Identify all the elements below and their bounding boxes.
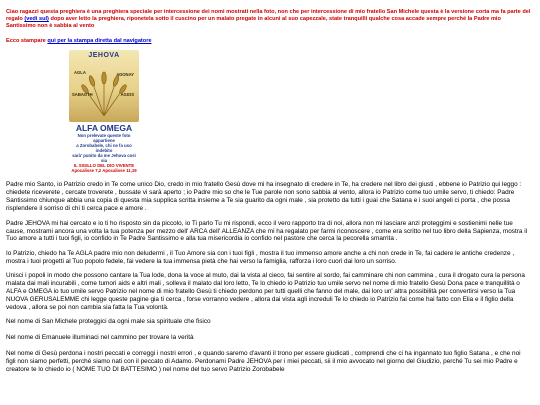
prayer-body: [6, 181, 528, 373]
intro-line-2-post: dopo aver letto la preghiera, riponetela sotto il cuscino per un malato pregate in alcuni al suo capezzale, state tranquilli qualche cosa accade sempre perché la Padre mio: [48, 15, 501, 22]
see-link[interactable]: (vedi sul): [24, 15, 49, 22]
prayer-paragraph-7: Nel nome di Gesù perdona i nostri peccati e correggi i nostri errori , e quando saremo d'avanti il trono per essere giudicati , comprendi che ci ha ingannato tuo figlio Satana , e che noi figli non siamo perfetti, perché siamo nati con il peccato di Adamo. Perdonami Padre JEHOVA per i miei peccati, sii il mio avvocato nel giorno del Giudizio, perché Tu sei mio Padre e creatore te lo chiedo io ( NOME TUO DI BATTESIMO ) nel nome del tuo servo Patrizio Zorobabele: [6, 349, 521, 373]
seal-caption: [69, 133, 139, 174]
adonay-word: ADONAY: [116, 71, 134, 77]
seal-artwork: [69, 50, 139, 122]
caption-line-3: sarà' punito da me Jehova così sia: [72, 153, 136, 164]
prayer-paragraph-6: Nel nome di Emanuele illuminaci nel cammino per trovare la verità: [6, 334, 194, 342]
prayer-paragraph-5: Nel nome di San Michele proteggici da ogni male sia spirituale che fisico: [6, 318, 211, 326]
print-line: [6, 38, 532, 44]
sabaoth-word: SABAOTH: [72, 91, 93, 97]
agla-word: AGLA: [74, 69, 86, 75]
print-direct-link[interactable]: qui per la stampa diretta dal navigatore: [47, 37, 152, 44]
intro-line-2-pre: regalo: [6, 15, 25, 22]
jehova-word: JEHOVA: [88, 51, 120, 59]
agios-word: AGIOS: [120, 91, 134, 97]
intro-line-1: Ciao ragazzi questa preghiera è una preghiera speciale per intercessione dei nomi mostrati nella foto, non che per intercessione di mio fratello San Michele questa è la versione corta ma fa parte del: [6, 9, 531, 15]
prayer-paragraph-4: Unisci i popoli in modo che possono cantare la Tua lode, dona la voce al muto, dai la vista al cieco, fai sentire al sordo, fai camminare chi non cammina , cura il drogato cura la persona malata dai mali incurabili , come tumori aids e altri mali , solleva il malato dal loro letto, Te lo chiedo io Patrizio tuo umile servo nel nome di mio fratello Gesù Dona pace e tranquillità o ALFA e OMEGA io tuo umile servo Patrizio nel nome di mio fratello Gesù ti chiedo perdono per tutti quelli che fanno del male, dai loro un' altra possibilità per convertirsi verso la Tua NUOVA GERUSALEMME chi legge queste pagine gia ti cerca , forse vorranno vedere , allora dai vista agli increduli Te lo chiedo io Patrizio fai come hai fatto con Elia e il figlio della vedova , allora se poi non cambia sia fatta la Tua volontà.: [6, 272, 525, 311]
seal-image: [69, 50, 139, 174]
caption-line-4: IL SIGILLO DEL DIO VIVENTE: [73, 163, 135, 169]
prayer-paragraph-3: Io Patrizio, chiedo ha Te AGLA padre mio non deludermi , il Tuo Amore sia con i tuoi figli , mostra il tuo immenso amore anche a chi non crede in Te, fai cadere le antiche credenze , mostra i tuoi progetti al Tuo popolo fedele, fai vedere la tua immensa pietà che hai verso la famiglia, rafforza i loro cuori dai loro un sorriso.: [6, 249, 515, 265]
prayer-paragraph-2: Padre JEHOVA mi hai cercato e io ti ho risposto sin da piccolo, io Ti parlo Tu mi rispondi, ecco il vero rapporto tra di noi, allora non mi lasciare anzi proteggimi e sostienimi nelle tue cause, mostrami ancora una volta la tua potenza per mezzo dell' ARCA dell' ALLEANZA che mi ha regalato per farmi riconoscere , come era scritto nel tuo libro della Sapienza, mostra il Tuo amore a tutti i tuoi figli, io confido in Te Padre Santissimo e alla tua misericordia io confido nel pastore che cerca la pecorella smarrita .: [6, 219, 528, 243]
print-prefix: Ecco stampare: [6, 37, 48, 44]
alfa-omega-word: ALFA OMEGA: [75, 122, 133, 133]
intro-notice: [6, 9, 532, 30]
caption-line-2: a Zorobabele, chi ne fa uso indebito: [76, 142, 132, 153]
intro-line-3: Santissimo non è sabbia al vento: [6, 22, 95, 29]
caption-line-5: Apocalisse 7,2 Apocalisse 11,19: [71, 168, 137, 174]
caption-line-1: Non prelevate queste foto appartiene: [77, 132, 131, 143]
prayer-paragraph-1: Padre mio Santo, io Patrizio credo in Te come unico Dio, credo in mio fratello Gesù dove mi ha insegnato di credere in Te, ha credere nel libro dei giusti , ebbene io Patrizio qui leggo : chiedete riceverete , cercate troverete , bussate vi sarà aperto ; io Padre mio so che le Tue parole non sono sabbia al vento, allora io Patrizio come tuo umile servo, ti chiedo: Padre Santissimo chiunque abbia una copia di questa mia supplica scritta insieme a Te sia guarito da ogni male , sia protetto da tutti i guai che Satana e i suoi angeli ci porta , che possa risplendere il sorriso di chi ti cerca pace e amore .: [6, 181, 522, 213]
